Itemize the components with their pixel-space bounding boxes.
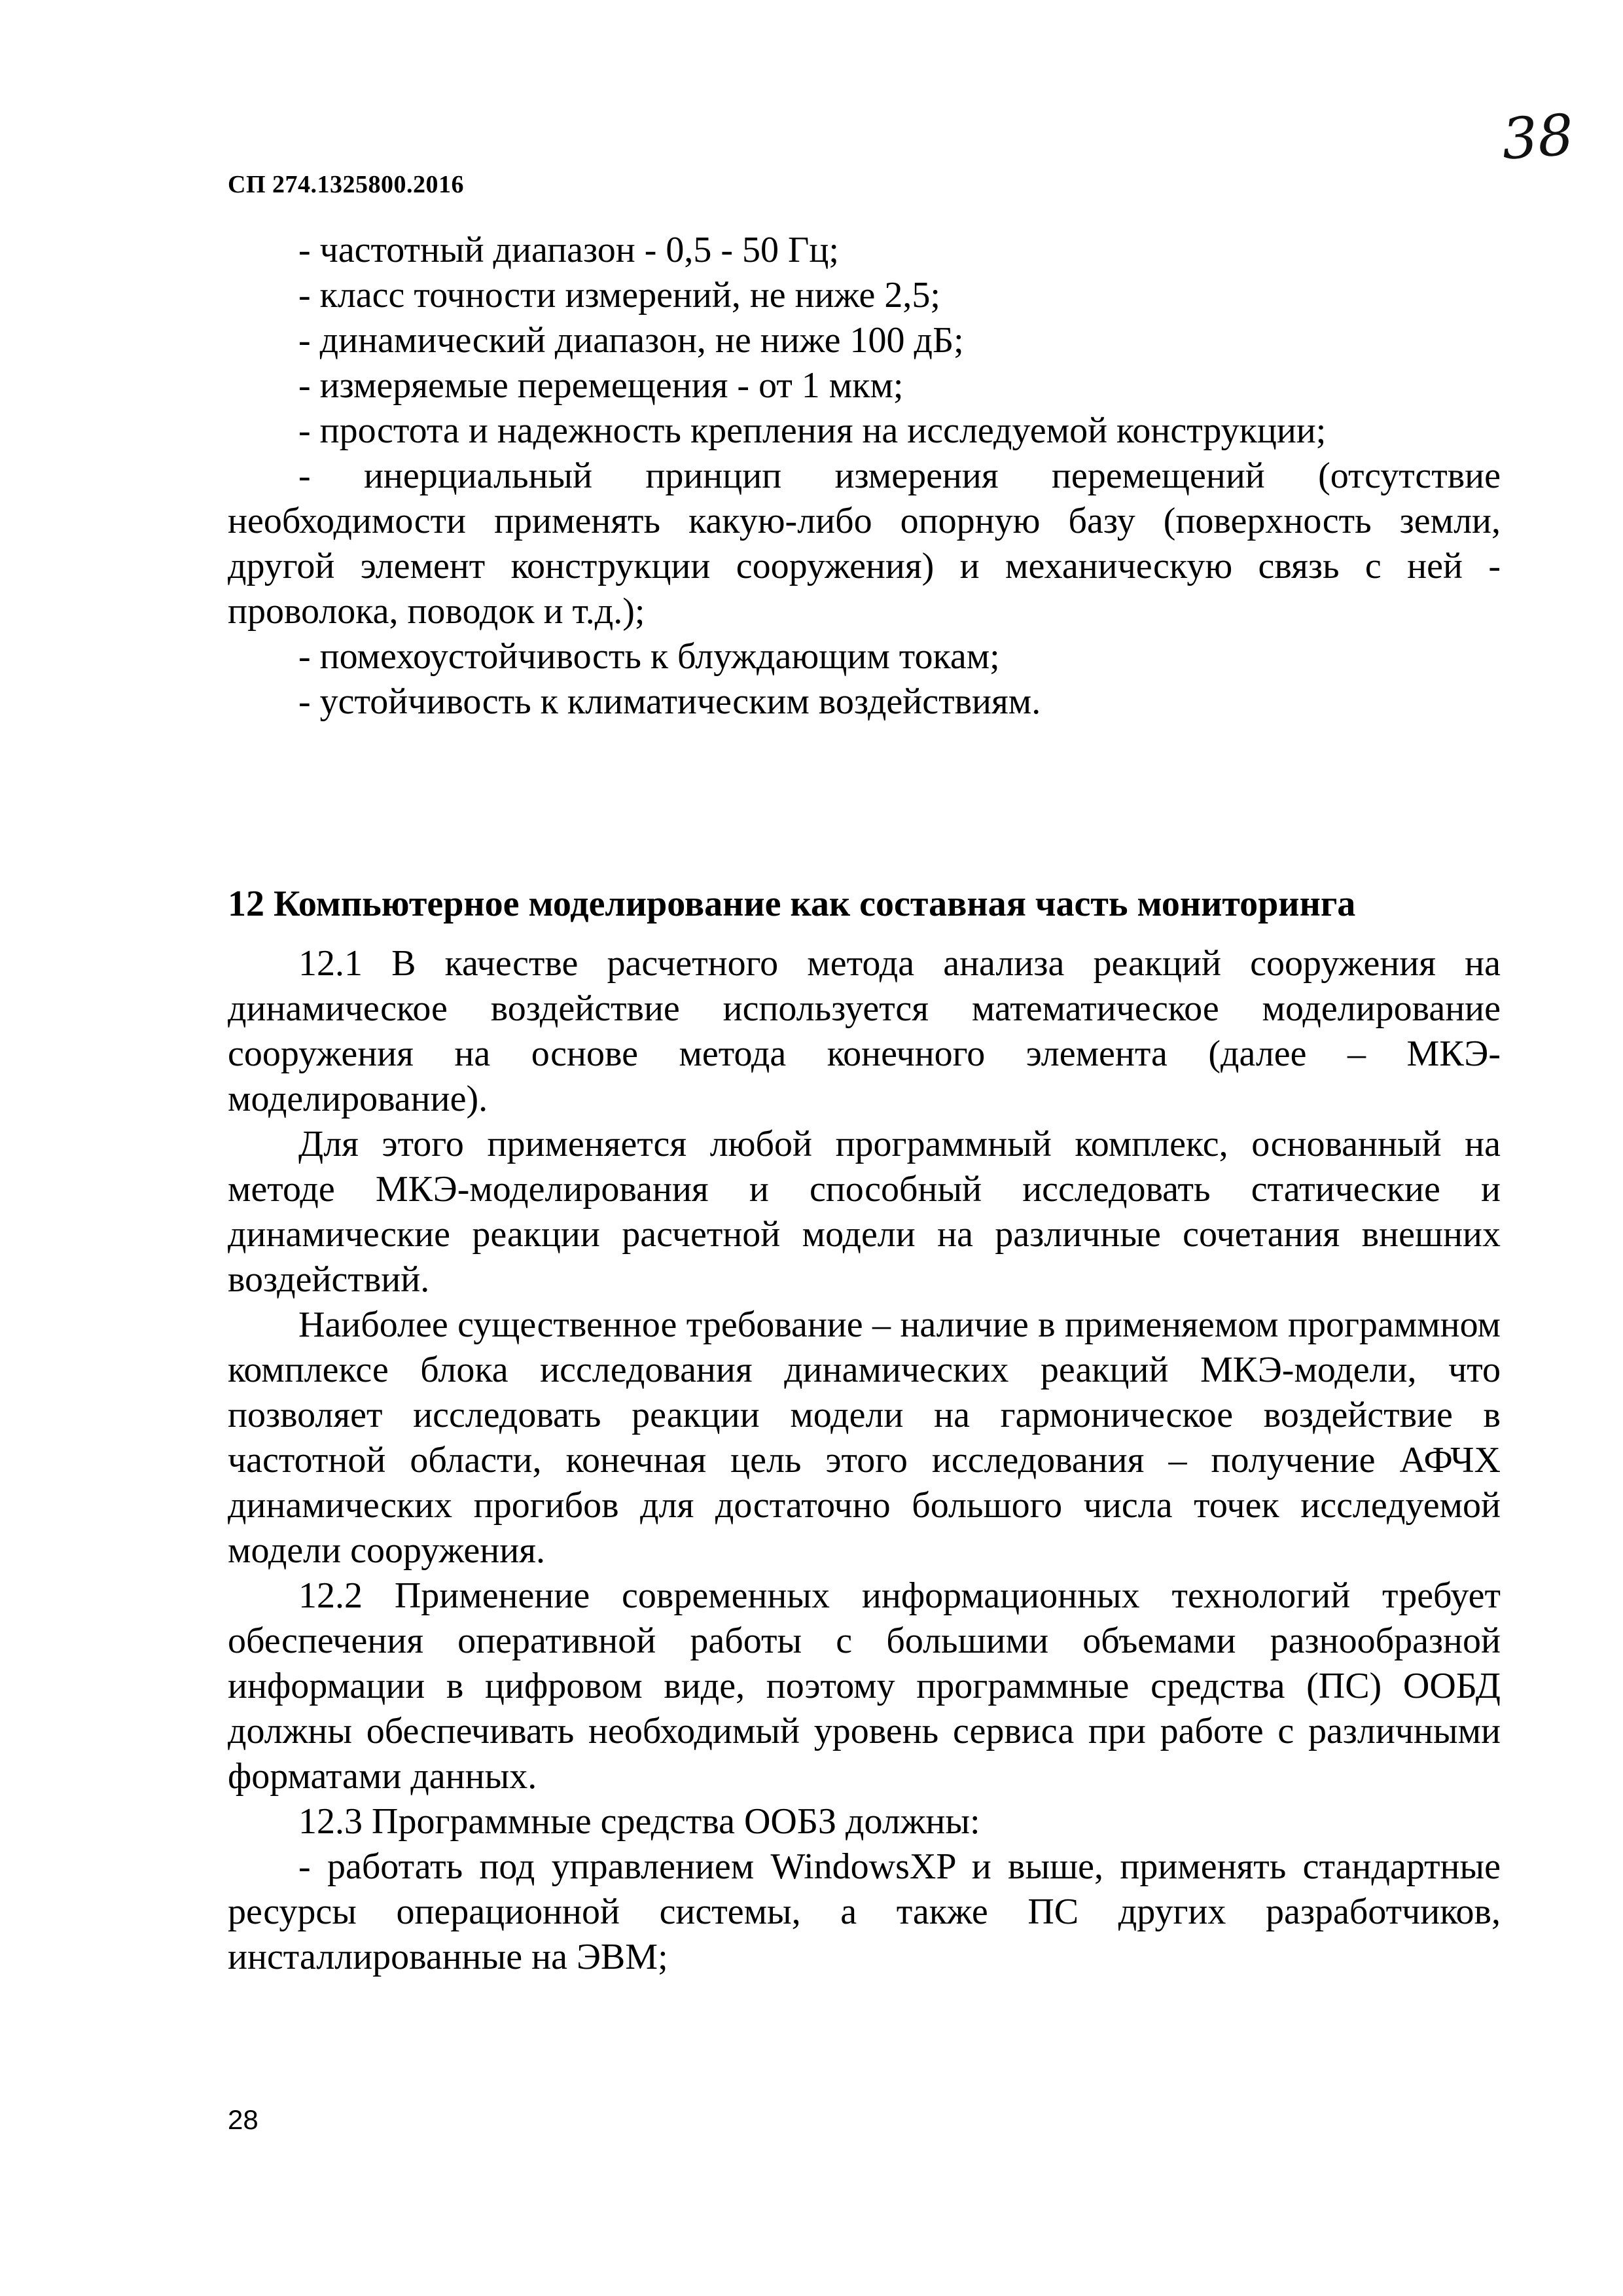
page-content (228, 228, 1501, 1980)
list-item: - помехоустойчивость к блуждающим токам; (298, 636, 1000, 677)
list-item: - динамический диапазон, не ниже 100 дБ; (298, 320, 964, 361)
handwritten-page-number: 38 (1499, 102, 1576, 173)
section-heading-block (228, 882, 1501, 927)
list-item: - измеряемые перемещения - от 1 мкм; (298, 365, 904, 406)
list-item: - устойчивость к климатическим воздействиям. (298, 681, 1041, 722)
paragraph-12-1: 12.1 В качестве расчетного метода анализа реакций сооружения на динамическое воздействие используется математическое моделирование сооружения на основе метода конечного элемента (далее – МКЭ-моделирование). (228, 943, 1501, 1119)
paragraph-12-3: 12.3 Программные средства ООБЗ должны: (298, 1801, 980, 1842)
page-number: 28 (228, 2104, 259, 2135)
paragraph: Для этого применяется любой программный комплекс, основанный на методе МКЭ-моделирования и способный исследовать статические и динамические реакции расчетной модели на различные сочетания внешних воздействий. (228, 1124, 1501, 1300)
section-heading: 12 Компьютерное моделирование как составная часть мониторинга (228, 884, 1356, 924)
list-item: - класс точности измерений, не ниже 2,5; (298, 275, 940, 315)
list-item: - частотный диапазон - 0,5 - 50 Гц; (298, 230, 839, 270)
section-gap (228, 725, 1501, 882)
list-item: - простота и надежность крепления на исследуемой конструкции; (298, 410, 1327, 451)
list-item: - работать под управлением WindowsXP и выше, применять стандартные ресурсы операционной системы, а также ПС других разработчиков, инсталлированные на ЭВМ; (228, 1846, 1501, 1977)
paragraph-12-2: 12.2 Применение современных информационных технологий требует обеспечения оперативной работы с большими объемами разнообразной информации в цифровом виде, поэтому программные средства (ПС) ООБД должны обеспечивать необходимый уровень сервиса при работе с различными форматами данных. (228, 1575, 1501, 1797)
paragraph: Наиболее существенное требование – наличие в применяемом программном комплексе блока исследования динамических реакций МКЭ-модели, что позволяет исследовать реакции модели на гармоническое воздействие в частотной области, конечная цель этого исследования – получение АФЧХ динамических прогибов для достаточно большого числа точек исследуемой модели сооружения. (228, 1304, 1501, 1571)
document-code: СП 274.1325800.2016 (228, 171, 464, 198)
list-item: - инерциальный принцип измерения перемещений (отсутствие необходимости применять какую-либо опорную базу (поверхность земли, другой элемент конструкции сооружения) и механическую связь с ней - проволока, поводок и т.д.); (228, 456, 1501, 632)
